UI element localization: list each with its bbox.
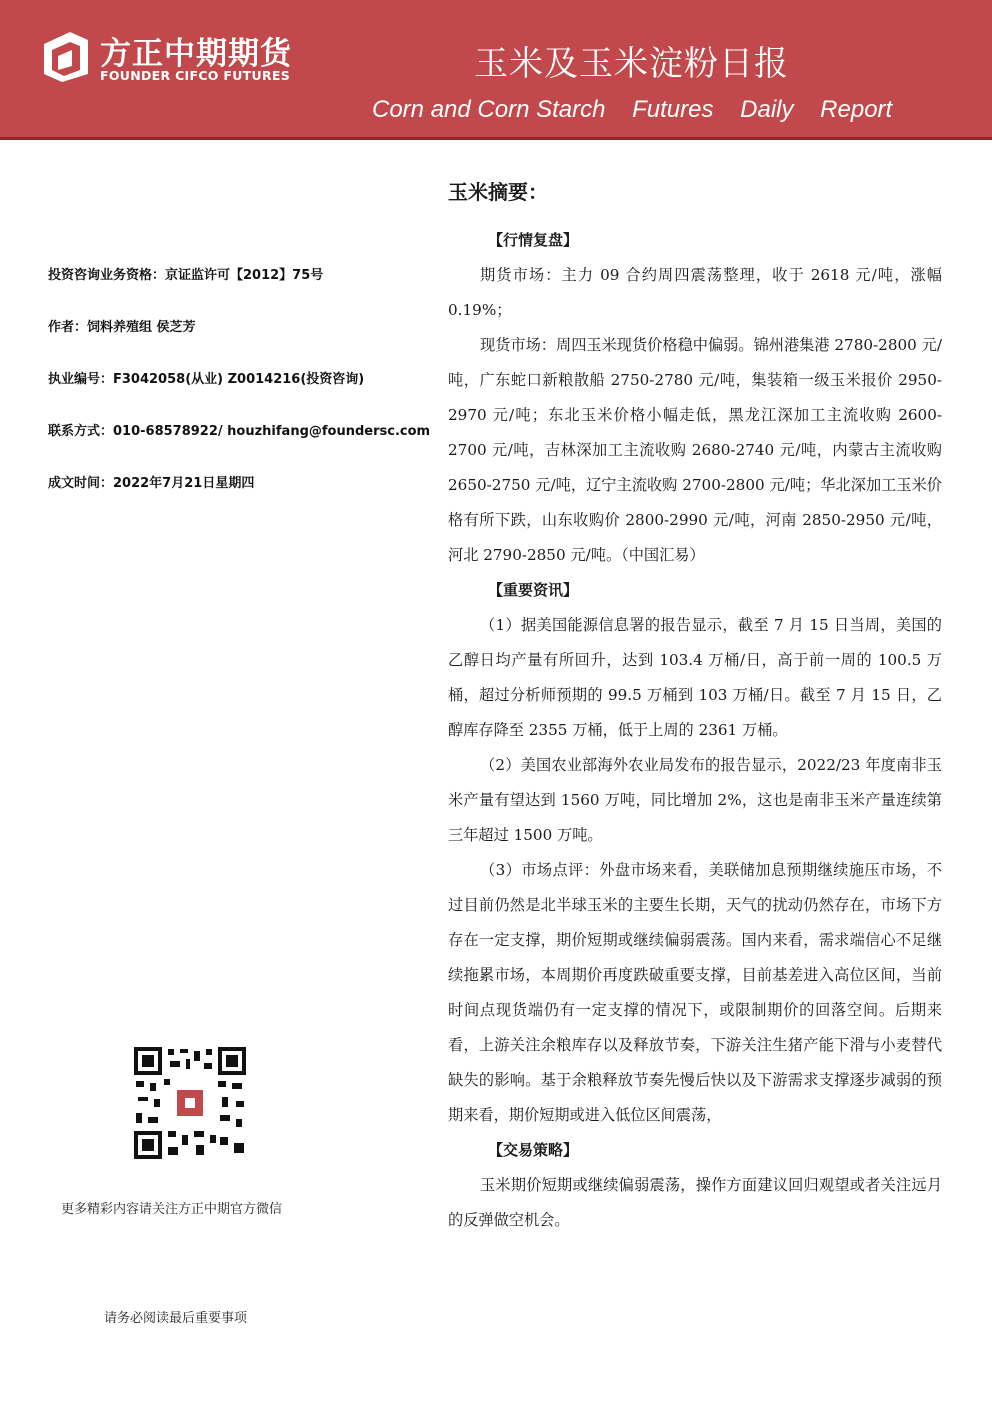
market-review-title: 【行情复盘】: [488, 231, 579, 249]
wechat-qr-code-icon: [134, 1047, 246, 1159]
author-text: 作者：饲料养殖组 侯芝芳: [48, 320, 196, 335]
main-content: [448, 176, 942, 1238]
qualification-text: 投资咨询业务资格：京证监许可【2012】75号: [48, 268, 324, 283]
strategy-title: 【交易策略】: [488, 1141, 579, 1159]
strategy-paragraph: 玉米期价短期或继续偏弱震荡，操作方面建议回归观望或者关注远月的反弹做空机会。: [448, 1176, 942, 1229]
news-item-1: （1）据美国能源信息署的报告显示，截至 7 月 15 日当周，美国的乙醇日均产量有所回升，达到 103.4 万桶/日，高于前一周的 100.5 万桶，超过分析师预期的 99.5 万桶到 103 万桶/日。截至 7 月 15 日，乙醇库存降至 2355 万桶，低于上周的 2361 万桶。: [448, 616, 942, 739]
founder-logo-icon: [40, 30, 92, 84]
news-item-3: （3）市场点评：外盘市场来看，美联储加息预期继续施压市场，不过目前仍然是北半球玉米的主要生长期，天气的扰动仍然存在，市场下方存在一定支撑，期价短期或继续偏弱震荡。国内来看，需求端信心不足继续拖累市场，本周期价再度跌破重要支撑，目前基差进入高位区间，当前时间点现货端仍有一定支撑的情况下，或限制期价的回落空间。后期来看，上游关注余粮库存以及释放节奏，下游关注生猪产能下滑与小麦替代缺失的影响。基于余粮释放节奏先慢后快以及下游需求支撑逐步减弱的预期来看，期价短期或进入低位区间震荡，: [448, 861, 942, 1124]
license-text: 执业编号：F3042058(从业) Z0014216(投资咨询): [48, 372, 365, 387]
company-name-en: FOUNDER CIFCO FUTURES: [100, 68, 291, 83]
report-title-en: Corn and Corn Starch Futures Daily Report: [372, 96, 893, 123]
report-title-cn: 玉米及玉米淀粉日报: [474, 44, 789, 84]
section-heading: 玉米摘要：: [448, 180, 548, 204]
date-text: 成文时间：2022年7月21日星期四: [48, 476, 255, 491]
spot-paragraph: 现货市场：周四玉米现货价格稳中偏弱。锦州港集港 2780-2800 元/吨，广东蛇口新粮散船 2750-2780 元/吨，集装箱一级玉米报价 2950-2970 元/吨；东北玉米价格小幅走低，黑龙江深加工主流收购 2600-2700 元/吨，吉林深加工主流收购 2680-2740 元/吨，内蒙古主流收购 2650-2750 元/吨，辽宁主流收购 2700-2800 元/吨；华北深加工玉米价格有所下跌，山东收购价 2800-2990 元/吨，河南 2850-2950 元/吨，河北 2790-2850 元/吨。（中国汇易）: [448, 336, 942, 564]
contact-text: 联系方式：010-68578922/ houzhifang@foundersc.com: [48, 424, 431, 439]
wechat-note: 更多精彩内容请关注方正中期官方微信: [61, 1202, 283, 1217]
company-name-cn: 方正中期期货: [100, 36, 292, 72]
report-header: [0, 0, 992, 140]
futures-paragraph: 期货市场：主力 09 合约周四震荡整理，收于 2618 元/吨，涨幅 0.19%；: [448, 266, 942, 319]
important-news-title: 【重要资讯】: [488, 581, 579, 599]
disclaimer-note: 请务必阅读最后重要事项: [104, 1311, 248, 1326]
news-item-2: （2）美国农业部海外农业局发布的报告显示，2022/23 年度南非玉米产量有望达到 1560 万吨，同比增加 2%，这也是南非玉米产量连续第三年超过 1500 万吨。: [448, 756, 942, 844]
